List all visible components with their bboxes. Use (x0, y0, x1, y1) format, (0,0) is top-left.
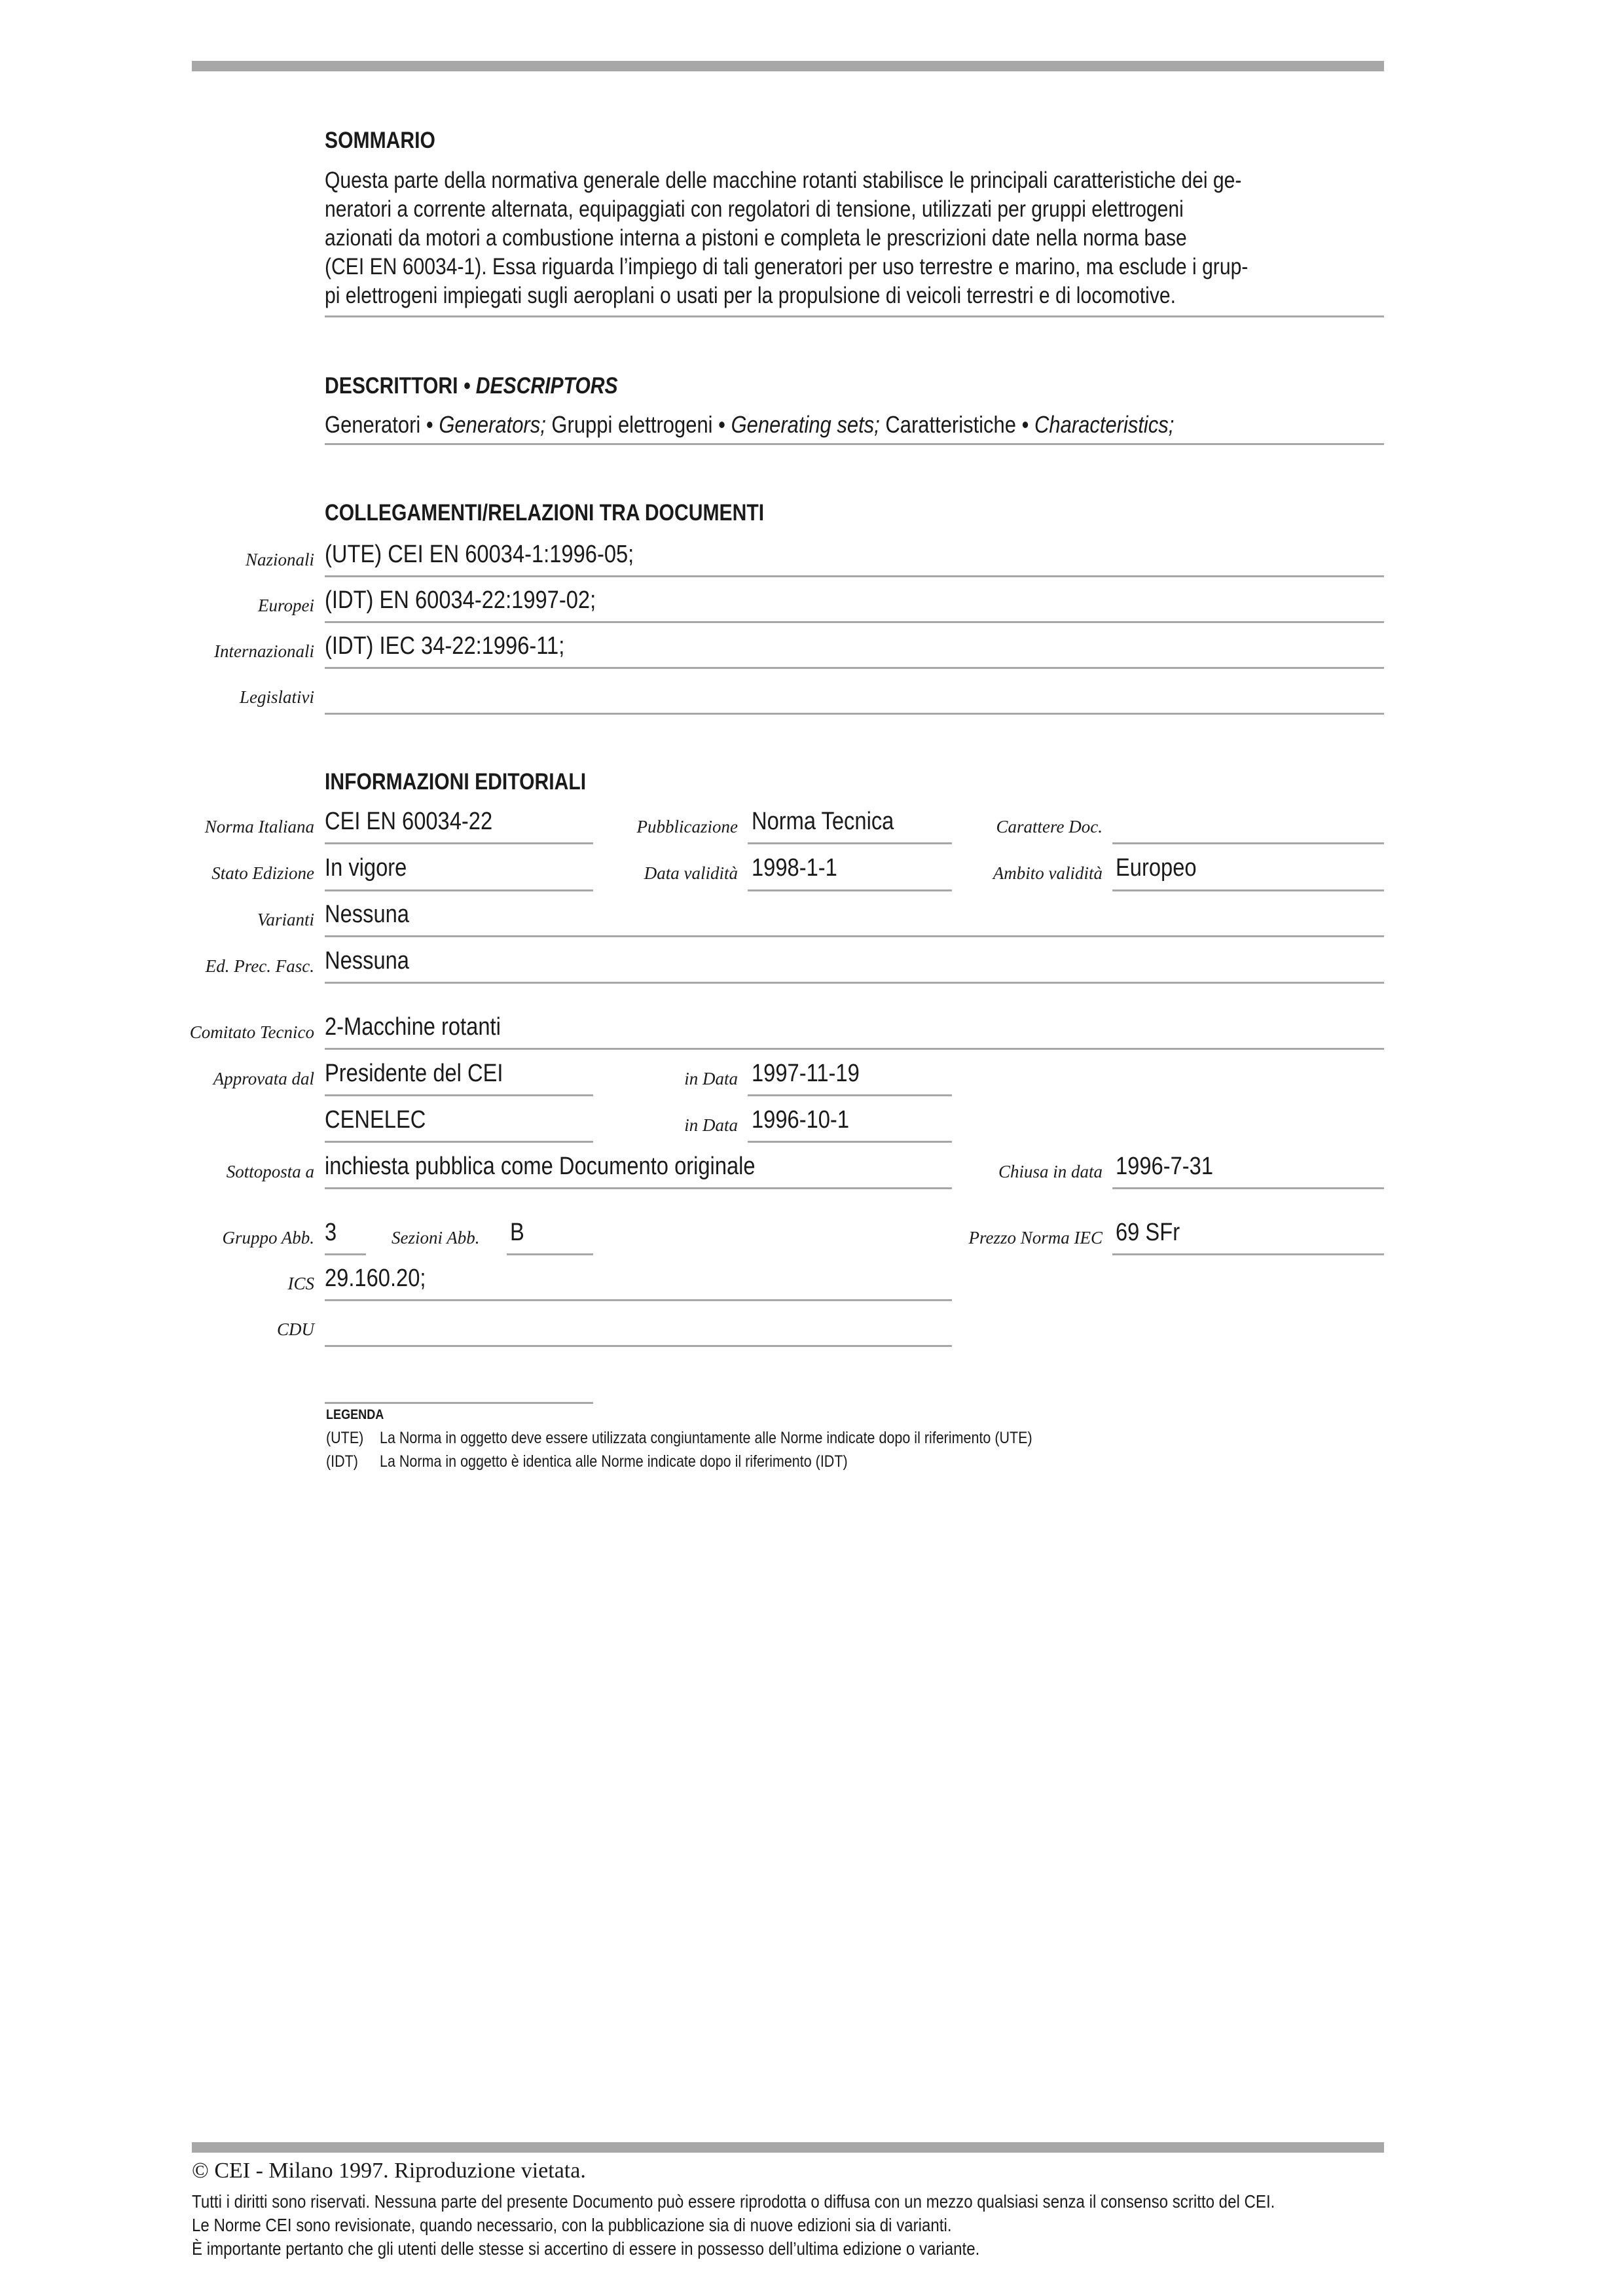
pubblicazione-label: Pubblicazione (636, 817, 738, 836)
pubblicazione-value: Norma Tecnica (752, 808, 894, 835)
varianti-value: Nessuna (325, 901, 409, 928)
in-data-value: 1996-10-1 (752, 1106, 849, 1134)
summary-text (325, 166, 1384, 310)
ics-rule (325, 1299, 952, 1301)
approvata-rule (325, 1094, 593, 1096)
comitato-label: Comitato Tecnico (189, 1022, 314, 1042)
footer-line: Le Norme CEI sono revisionate, quando necessario, con la pubblicazione sia di nuove edizioni sia di varianti. (192, 2215, 952, 2235)
stato-value: In vigore (325, 854, 407, 882)
norma-rule (325, 842, 593, 844)
summary-rule (325, 315, 1384, 317)
descriptor-en: Generators; (439, 411, 546, 438)
relation-rule (325, 713, 1384, 715)
sezioni-value: B (510, 1219, 524, 1246)
ed-prec-value: Nessuna (325, 947, 409, 975)
summary-heading: SOMMARIO (325, 128, 435, 153)
varianti-label: Varianti (257, 910, 314, 929)
in-data-label: in Data (684, 1069, 738, 1088)
descriptors-heading-it: DESCRITTORI (325, 373, 458, 399)
sottoposta-value: inchiesta pubblica come Documento originale (325, 1153, 756, 1180)
norma-label: Norma Italiana (204, 817, 314, 836)
in-data-rule (748, 1094, 952, 1096)
summary-line: azionati da motori a combustione interna a pistoni e completa le prescrizioni date nella norma base (325, 225, 1187, 251)
approvata-rule-2 (325, 1141, 593, 1143)
norma-value: CEI EN 60034-22 (325, 808, 493, 835)
chiusa-rule (1112, 1187, 1384, 1189)
gruppo-rule (325, 1253, 366, 1255)
summary-line: pi elettrogeni impiegati sugli aeroplani o usati per la propulsione di veicoli terrestri e di locomotive. (325, 283, 1176, 308)
summary-line: Questa parte della normativa generale delle macchine rotanti stabilisce le principali caratteristiche dei ge- (325, 168, 1242, 193)
varianti-rule (325, 935, 1384, 937)
legend-code: (UTE) (326, 1429, 364, 1447)
relation-label: Nazionali (245, 550, 314, 569)
stato-label: Stato Edizione (211, 863, 314, 883)
data-validita-rule (748, 889, 952, 891)
carattere-rule (1112, 842, 1384, 844)
relation-label: Legislativi (240, 687, 314, 707)
prezzo-rule (1112, 1253, 1384, 1255)
data-validita-value: 1998-1-1 (752, 854, 837, 882)
descriptor-it: Generatori • (325, 411, 433, 438)
legend-rule (325, 1402, 593, 1404)
ics-value: 29.160.20; (325, 1265, 426, 1292)
relation-rule (325, 575, 1384, 577)
relation-value: (UTE) CEI EN 60034-1:1996-05; (325, 541, 634, 568)
in-data-rule (748, 1141, 952, 1143)
prezzo-label: Prezzo Norma IEC (968, 1228, 1103, 1247)
ambito-label: Ambito validità (993, 863, 1103, 883)
sottoposta-rule (325, 1187, 952, 1189)
pubblicazione-rule (748, 842, 952, 844)
legend-text: La Norma in oggetto deve essere utilizzata congiuntamente alle Norme indicate dopo il riferimento (UTE) (380, 1429, 1032, 1447)
descriptors-list (325, 411, 1174, 439)
relation-label: Europei (258, 596, 314, 615)
relations-heading: COLLEGAMENTI/RELAZIONI TRA DOCUMENTI (325, 500, 765, 526)
gruppo-label: Gruppo Abb. (222, 1228, 314, 1247)
sezioni-rule (507, 1253, 593, 1255)
descriptors-heading-en: • DESCRIPTORS (463, 373, 618, 399)
bottom-bar (192, 2142, 1384, 2153)
gruppo-value: 3 (325, 1219, 337, 1246)
legend-title: LEGENDA (326, 1407, 384, 1422)
relation-rule (325, 621, 1384, 623)
chiusa-value: 1996-7-31 (1116, 1153, 1213, 1180)
ed-prec-rule (325, 982, 1384, 984)
comitato-value: 2-Macchine rotanti (325, 1013, 501, 1041)
descriptors-rule (325, 443, 1384, 445)
comitato-rule (325, 1048, 1384, 1050)
descriptor-en: Generating sets; (731, 411, 880, 438)
chiusa-label: Chiusa in data (998, 1162, 1103, 1181)
data-validita-label: Data validità (644, 863, 738, 883)
descriptors-heading (325, 373, 618, 399)
top-bar (192, 61, 1384, 71)
in-data-value: 1997-11-19 (752, 1060, 860, 1087)
ed-prec-label: Ed. Prec. Fasc. (205, 956, 314, 976)
stato-rule (325, 889, 593, 891)
copyright: © CEI - Milano 1997. Riproduzione vietata. (192, 2159, 586, 2183)
ambito-value: Europeo (1116, 854, 1197, 882)
in-data-label: in Data (684, 1115, 738, 1135)
approvata-value: Presidente del CEI (325, 1060, 503, 1087)
legend-code: (IDT) (326, 1452, 358, 1471)
descriptor-it: Caratteristiche • (885, 411, 1029, 438)
relation-value: (IDT) EN 60034-22:1997-02; (325, 586, 596, 614)
legend-text: La Norma in oggetto è identica alle Norme indicate dopo il riferimento (IDT) (380, 1452, 848, 1471)
editorial-heading: INFORMAZIONI EDITORIALI (325, 769, 587, 795)
descriptor-it: Gruppi elettrogeni • (551, 411, 725, 438)
approvata-value-2: CENELEC (325, 1106, 426, 1134)
sottoposta-label: Sottoposta a (226, 1162, 314, 1181)
approvata-label: Approvata dal (213, 1069, 314, 1088)
footer-line: Tutti i diritti sono riservati. Nessuna parte del presente Documento può essere riprodotta o diffusa con un mezzo qualsiasi senza il consenso scritto del CEI. (192, 2191, 1275, 2212)
cdu-label: CDU (276, 1319, 314, 1339)
relation-value: (IDT) IEC 34-22:1996-11; (325, 632, 565, 660)
prezzo-value: 69 SFr (1116, 1219, 1180, 1246)
relation-label: Internazionali (214, 641, 314, 661)
ics-label: ICS (287, 1274, 314, 1293)
cdu-rule (325, 1345, 952, 1347)
descriptor-en: Characteristics; (1034, 411, 1175, 438)
summary-line: (CEI EN 60034-1). Essa riguarda l’impiego di tali generatori per uso terrestre e marino, ma esclude i grup- (325, 254, 1249, 279)
relation-rule (325, 667, 1384, 669)
ambito-rule (1112, 889, 1384, 891)
sezioni-label: Sezioni Abb. (392, 1228, 480, 1247)
summary-line: neratori a corrente alternata, equipaggiati con regolatori di tensione, utilizzati per gruppi elettrogeni (325, 196, 1184, 222)
footer-line: È importante pertanto che gli utenti delle stesse si accertino di essere in possesso dell’ultima edizione o variante. (192, 2238, 980, 2259)
carattere-label: Carattere Doc. (996, 817, 1103, 836)
